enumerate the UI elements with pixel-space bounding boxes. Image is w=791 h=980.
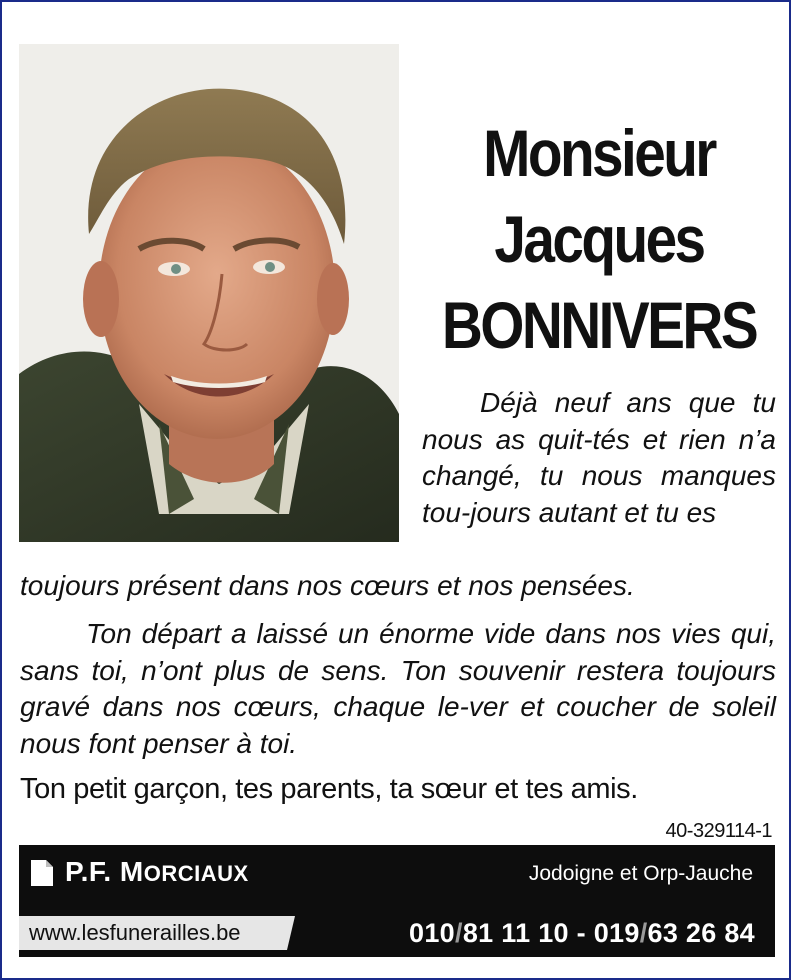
funeral-home-logo-icon [31,860,53,886]
signature-line: Ton petit garçon, tes parents, ta sœur et tes amis. [20,773,638,805]
name-title: Monsieur [483,116,715,190]
deceased-name [412,110,786,368]
phone2-slash: / [639,918,648,948]
phone1-number: 81 11 10 [462,918,569,948]
funeral-home-phones [409,915,755,951]
phone1-slash: / [455,918,463,948]
funeral-home-name-prefix: P.F. M [65,856,144,887]
funeral-home-website: www.lesfunerailles.be [19,916,287,950]
funeral-home-location: Jodoigne et Orp-Jauche [528,862,753,885]
message-p2-text: Ton départ a laissé un énorme vide dans nos vies qui, sans toi, n’ont plus de sens. Ton souvenir restera toujours gravé dans nos cœurs, chaque le-ver et coucher de soleil nous font penser à toi. [20,618,776,759]
reference-number: 40-329114-1 [665,820,772,842]
message-paragraph-2 [20,616,776,762]
funeral-home-name [65,854,249,892]
funeral-home-name-rest: ORCIAUX [143,861,249,886]
message-paragraph-1-right [422,385,776,531]
phone1-area: 010 [409,918,455,948]
portrait-image [19,44,399,542]
message-p1-right-text: Déjà neuf ans que tu nous as quit-tés et rien n’a changé, tu nous manques tou-jours autant et tu es [422,387,776,528]
phone2-area: 019 [593,918,640,948]
portrait-photo [19,44,399,542]
phone2-number: 63 26 84 [647,918,755,948]
name-first: Jacques [494,202,704,276]
message-paragraph-1-tail: toujours présent dans nos cœurs et nos pensées. [20,570,635,601]
website-tab-corner [287,916,295,950]
name-last: BONNIVERS [441,288,757,362]
phone-separator: - [568,918,594,948]
funeral-home-banner [19,845,775,957]
